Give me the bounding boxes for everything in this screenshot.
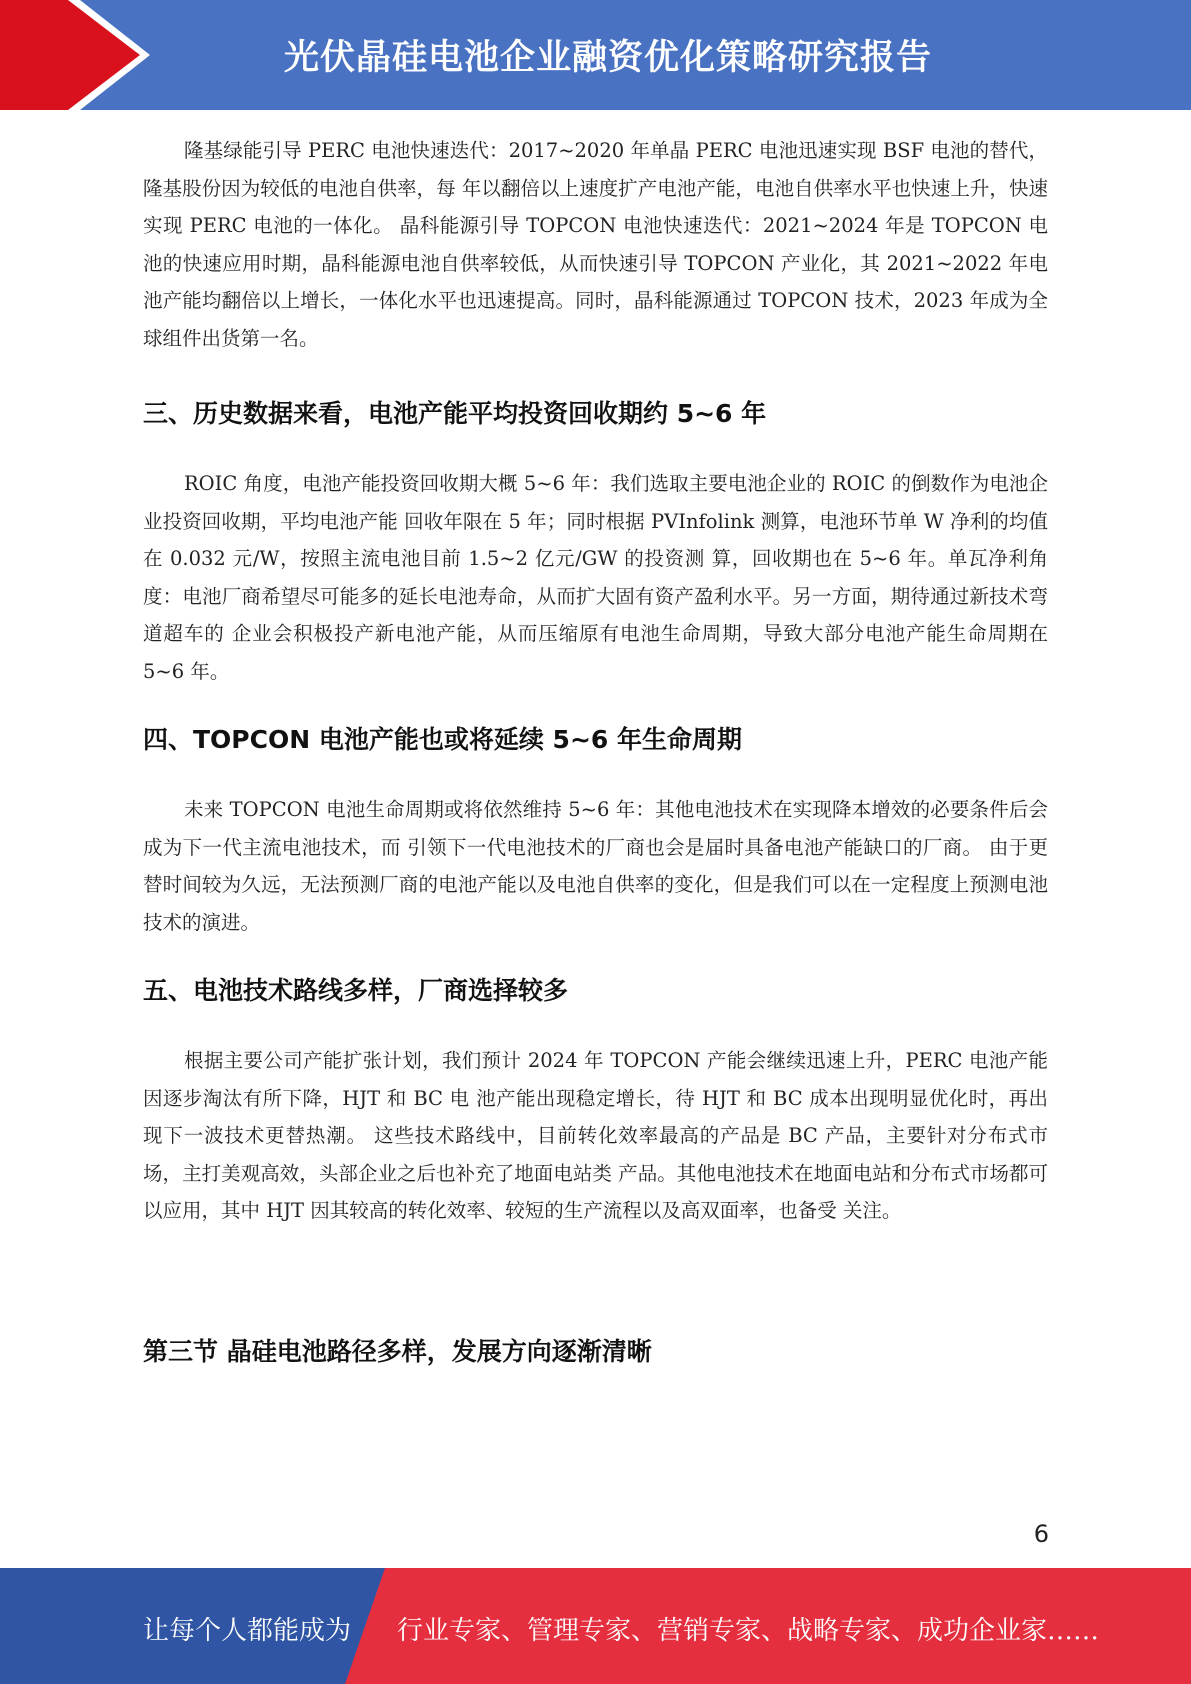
header-title: 光伏晶硅电池企业融资优化策略研究报告 [283,38,932,78]
section-title-3: 第三节 晶硅电池路径多样，发展方向逐渐清晰 [143,1336,652,1366]
paragraph-roic: ROIC 角度，电池产能投资回收期大概 5~6 年：我们选取主要电池企业的 ROIC 的倒数作为电池企业投资回收期，平均电池产能 回收年限在 5 年；同时根据 PVInfolink 测算，电池环节单 W 净利的均值在 0.032 元/W，按照主流电池目前 1.5~2 亿元/GW 的投资测 算，回收期也在 5~6 年。单瓦净利角度：电池厂商希望尽可能多的延长电池寿命，从而扩大固有资产盈利水平。另一方面，期待通过新技术弯道超车的 企业会积极投产新电池产能，从而压缩原有电池生命周期，导致大部分电池产能生命周期在 5~6 年。 [143,472,1048,683]
footer-slogan-right: 行业专家、管理专家、营销专家、战略专家、成功企业家…… [397,1616,1100,1646]
section-heading-3: 三、历史数据来看，电池产能平均投资回收期约 5~6 年 [143,399,767,428]
paragraph-longi-jinko: 隆基绿能引导 PERC 电池快速迭代：2017~2020 年单晶 PERC 电池迅速实现 BSF 电池的替代，隆基股份因为较低的电池自供率，每 年以翻倍以上速度扩产电池产能，电池自供率水平也快速上升，快速实现 PERC 电池的一体化。 晶科能源引导 TOPCON 电池快速迭代：2021~2024 年是 TOPCON 电池的快速应用时期，晶科能源电池自供率较低，从而快速引导 TOPCON 产业化，其 2021~2022 年电池产能均翻倍以上增长，一体化水平也迅速提高。同时，晶科能源通过 TOPCON 技术，2023 年成为全球组件出货第一名。 [143,139,1048,350]
paragraph-topcon-lifecycle: 未来 TOPCON 电池生命周期或将依然维持 5~6 年：其他电池技术在实现降本增效的必要条件后会成为下一代主流电池技术，而 引领下一代电池技术的厂商也会是届时具备电池产能缺口的厂商。 由于更替时间较为久远，无法预测厂商的电池产能以及电池自供率的变化，但是我们可以在一定程度上预测电池技术的演进。 [143,798,1048,934]
section-heading-5: 五、电池技术路线多样，厂商选择较多 [143,976,569,1005]
paragraph-tech-routes: 根据主要公司产能扩张计划，我们预计 2024 年 TOPCON 产能会继续迅速上升，PERC 电池产能因逐步淘汰有所下降，HJT 和 BC 电 池产能出现稳定增长，待 HJT 和 BC 成本出现明显优化时，再出现下一波技术更替热潮。 这些技术路线中，目前转化效率最高的产品是 BC 产品，主要针对分布式市场，主打美观高效，头部企业之后也补充了地面电站类 产品。其他电池技术在地面电站和分布式市场都可以应用，其中 HJT 因其较高的转化效率、较短的生产流程以及高双面率，也备受 关注。 [143,1049,1048,1222]
page-header [0,0,1191,110]
document-body [143,132,1048,1368]
footer-slogan-left: 让每个人都能成为 [143,1616,352,1646]
page-number: 6 [1033,1520,1049,1548]
page-footer [0,1568,1191,1684]
section-heading-4: 四、TOPCON 电池产能也或将延续 5~6 年生命周期 [143,725,743,754]
